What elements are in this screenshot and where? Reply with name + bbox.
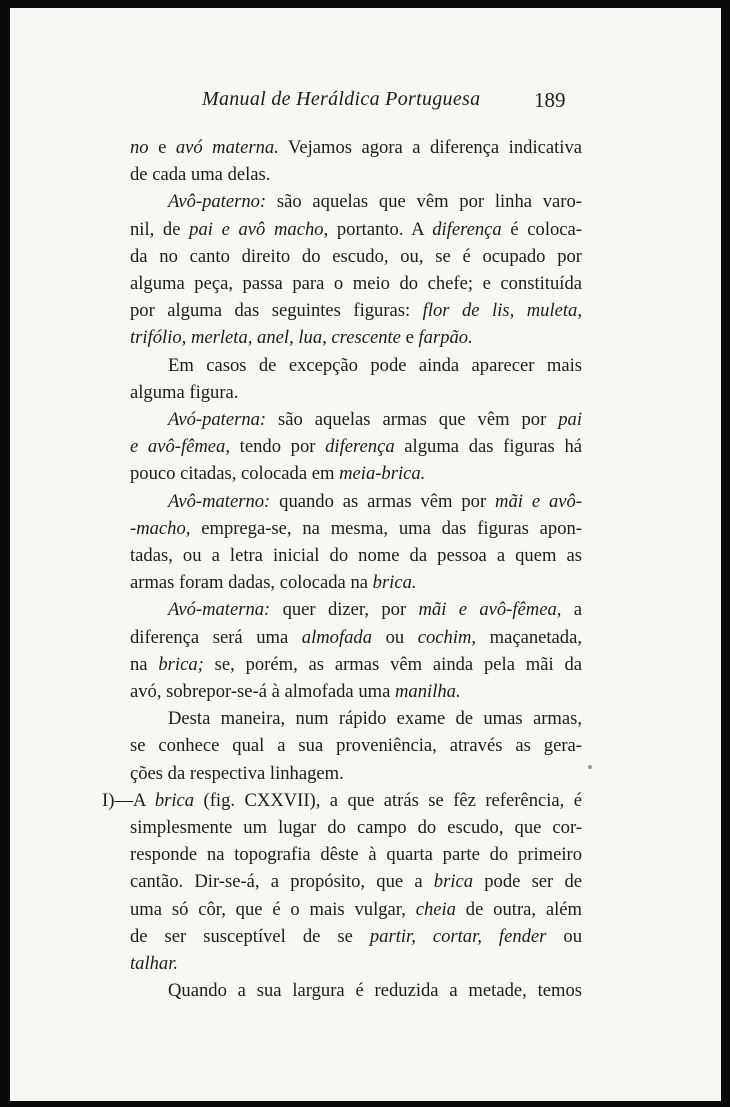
italic-term: meia-brica. bbox=[339, 463, 426, 485]
text-run: simplesmente um lugar do campo do escudo, que cor- bbox=[130, 817, 582, 839]
text-line bbox=[130, 896, 582, 923]
text-line bbox=[130, 977, 582, 1004]
text-run: Desta maneira, num rápido exame de umas armas, bbox=[168, 708, 582, 730]
text-run: I)—A bbox=[102, 789, 155, 811]
text-run: se, porém, as armas vêm ainda pela mãi da bbox=[203, 653, 583, 675]
running-title: Manual de Heráldica Portuguesa bbox=[202, 88, 481, 110]
text-line bbox=[130, 950, 582, 977]
text-line bbox=[130, 705, 582, 732]
text-line bbox=[130, 651, 582, 678]
italic-term: manilha. bbox=[395, 681, 461, 703]
text-line bbox=[130, 624, 582, 651]
text-run: armas foram dadas, colocada na bbox=[130, 572, 373, 594]
italic-term: cochim, bbox=[417, 626, 477, 648]
italic-term: Avó-paterna: bbox=[168, 409, 267, 431]
text-line bbox=[130, 868, 582, 895]
text-line bbox=[130, 488, 582, 515]
text-run: emprega-se, na mesma, uma das figuras apon- bbox=[190, 517, 582, 539]
text-line bbox=[130, 270, 582, 297]
text-run: uma só côr, que é o mais vulgar, bbox=[130, 898, 416, 920]
page-number: 189 bbox=[534, 88, 566, 112]
text-line bbox=[130, 596, 582, 623]
text-run: maçanetada, bbox=[476, 626, 583, 648]
italic-term: pai e avô macho, bbox=[189, 218, 329, 240]
text-line bbox=[130, 352, 582, 379]
text-run: avó, sobrepor-se-á à almofada uma bbox=[130, 681, 395, 703]
text-line bbox=[130, 542, 582, 569]
text-run: são aquelas que vêm por linha varo- bbox=[266, 191, 582, 213]
text-run: de ser susceptível de se bbox=[130, 925, 370, 947]
text-line bbox=[130, 379, 582, 406]
text-run: alguma peça, passa para o meio do chefe; e constituída bbox=[130, 273, 582, 295]
body-text bbox=[102, 134, 583, 1005]
text-run: portanto. A bbox=[328, 218, 433, 240]
text-run: cantão. Dir-se-á, a propósito, que a bbox=[130, 871, 434, 893]
italic-term: mãi e avô- bbox=[495, 490, 582, 512]
italic-term: almofada bbox=[301, 626, 373, 648]
text-line bbox=[130, 188, 582, 215]
italic-term: pai bbox=[558, 409, 582, 431]
italic-term: mãi e avô-fêmea, bbox=[418, 599, 562, 621]
italic-term: avó materna. bbox=[175, 137, 279, 158]
text-run: alguma das figuras há bbox=[394, 436, 583, 458]
text-run: pouco citadas, colocada em bbox=[130, 463, 340, 485]
text-run: de cada uma delas. bbox=[130, 164, 271, 186]
text-line bbox=[130, 216, 582, 243]
italic-term: brica bbox=[154, 789, 195, 811]
text-run: nil, de bbox=[130, 218, 190, 240]
italic-term: diferença bbox=[325, 436, 395, 458]
text-run: de outra, além bbox=[455, 898, 582, 920]
text-run: e bbox=[400, 327, 419, 349]
italic-term: -macho, bbox=[130, 517, 191, 539]
italic-term: brica; bbox=[158, 653, 204, 675]
text-run: tadas, ou a letra inicial do nome da pessoa a quem as bbox=[130, 545, 582, 567]
text-line bbox=[130, 678, 582, 705]
text-run: tendo por bbox=[230, 436, 326, 458]
text-line bbox=[130, 134, 582, 161]
text-line bbox=[130, 406, 582, 433]
italic-term: partir, cortar, fender bbox=[369, 925, 547, 947]
text-run: na bbox=[130, 653, 159, 675]
text-run: alguma figura. bbox=[130, 381, 239, 403]
text-line bbox=[130, 515, 582, 542]
italic-term: trifólio, merleta, anel, lua, crescente bbox=[130, 327, 401, 349]
italic-term: diferença bbox=[432, 218, 502, 240]
italic-term: Avô-paterno: bbox=[168, 191, 267, 213]
text-run: Em casos de excepção pode ainda aparecer mais bbox=[168, 354, 582, 376]
italic-term: Avó-materna: bbox=[168, 599, 271, 621]
text-run: são aquelas armas que vêm por bbox=[266, 409, 559, 431]
text-line bbox=[130, 243, 582, 270]
text-line bbox=[130, 569, 582, 596]
text-line bbox=[130, 460, 582, 487]
text-line bbox=[130, 814, 582, 841]
text-line bbox=[130, 760, 582, 787]
text-run: quer dizer, por bbox=[270, 599, 419, 621]
text-run: responde na topografia dêste à quarta parte do primeiro bbox=[130, 844, 582, 866]
text-run: é coloca- bbox=[501, 218, 583, 240]
text-run: se conhece qual a sua proveniência, através as gera- bbox=[130, 735, 582, 757]
text-run: quando as armas vêm por bbox=[270, 490, 496, 512]
text-line bbox=[130, 841, 582, 868]
text-run: da no canto direito do escudo, ou, se é ocupado por bbox=[130, 245, 582, 267]
page-header bbox=[10, 88, 721, 118]
text-run: por alguma das seguintes figuras: bbox=[130, 300, 423, 322]
text-line bbox=[130, 324, 582, 351]
book-page bbox=[10, 8, 721, 1101]
print-speck bbox=[588, 765, 592, 769]
text-line bbox=[130, 161, 582, 188]
italic-term: brica. bbox=[372, 572, 417, 594]
italic-term: e avô-fêmea, bbox=[130, 436, 231, 458]
italic-term: no bbox=[130, 137, 149, 158]
text-run: e bbox=[148, 137, 176, 158]
italic-term: Avô-materno: bbox=[168, 490, 271, 512]
text-line bbox=[130, 297, 582, 324]
text-line bbox=[130, 433, 582, 460]
text-line bbox=[130, 923, 582, 950]
italic-term: cheia bbox=[415, 898, 456, 920]
italic-term: flor de lis, muleta, bbox=[422, 300, 582, 322]
text-run: ções da respectiva linhagem. bbox=[130, 762, 344, 784]
text-run: Vejamos agora a diferença indicativa bbox=[278, 137, 582, 158]
text-run: pode ser de bbox=[473, 871, 582, 893]
text-run: ou bbox=[546, 925, 582, 947]
italic-term: brica bbox=[433, 871, 474, 893]
italic-term: talhar. bbox=[130, 953, 179, 975]
text-run: diferença será uma bbox=[130, 626, 302, 648]
text-line bbox=[130, 732, 582, 759]
text-run: (fig. CXXVII), a que atrás se fêz referência, é bbox=[194, 789, 582, 811]
text-line bbox=[102, 787, 582, 814]
text-run: a bbox=[561, 599, 582, 621]
text-run: ou bbox=[372, 626, 418, 648]
text-run: Quando a sua largura é reduzida a metade, temos bbox=[168, 980, 582, 1002]
italic-term: farpão. bbox=[418, 327, 473, 349]
